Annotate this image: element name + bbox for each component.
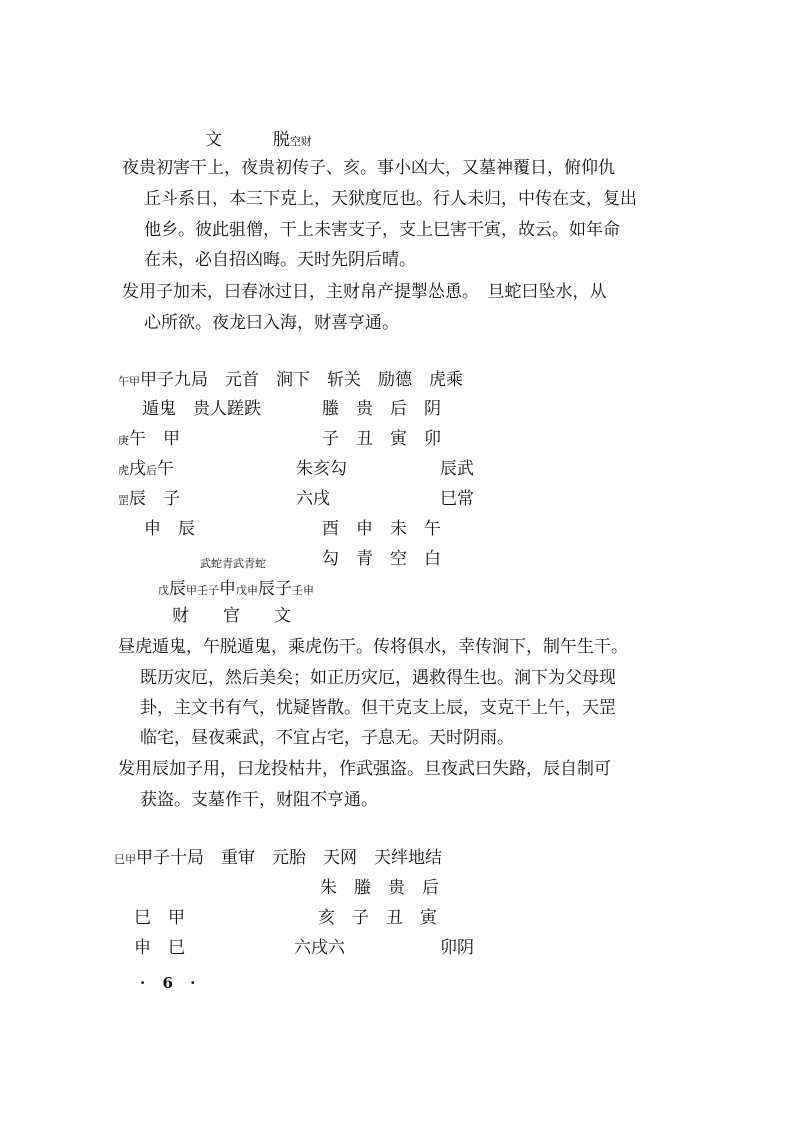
s1-para1-line3: 他乡。彼此驵僧，干上未害支子，支上巳害干寅，故云。如年命 <box>144 220 620 240</box>
s2-row3-main: 戌 <box>129 459 146 479</box>
s3-row2-right: 亥 子 丑 寅 <box>318 908 437 928</box>
s2-row5-left: 申 辰 <box>144 519 195 539</box>
s2-row7-p7: 壬申 <box>292 584 314 597</box>
header-tuo-sub: 空财 <box>289 135 312 148</box>
s2-title <box>118 370 463 392</box>
header-wen: 文 <box>205 130 222 150</box>
s2-row3-left <box>118 459 174 481</box>
s2-para1-line1: 昼虎遁鬼，午脱遁鬼，乘虎伤干。传将俱水，幸传涧下，制午生干。 <box>118 637 628 657</box>
section1-header <box>205 130 312 152</box>
s2-row7-p4: 戊申 <box>236 584 258 597</box>
s3-row3-mid: 六戌六 <box>294 938 345 958</box>
s2-row5-right: 酉 申 未 午 <box>322 519 441 539</box>
s2-row6-left: 武蛇青武青蛇 <box>200 557 266 570</box>
s3-row3-right: 卯阴 <box>440 938 474 958</box>
s2-para2-line1: 发用辰加子用，曰龙投枯井，作武强盗。旦夜武曰失路，辰自制可 <box>118 759 611 779</box>
s2-row1-left: 遁鬼 贵人蹉跌 <box>142 399 261 419</box>
s2-row3-tail: 午 <box>157 459 174 479</box>
s2-row7-p0: 戊 <box>158 584 169 597</box>
s2-row2-prefix: 庚 <box>118 434 129 447</box>
s2-row7-p5: 辰 <box>258 579 275 599</box>
s2-row7-p1: 辰 <box>169 579 186 599</box>
s3-title <box>114 848 442 870</box>
s2-row1-right: 螣 贵 后 阴 <box>322 399 441 419</box>
s1-para1-line1: 夜贵初害干上，夜贵初传子、亥。事小凶大，又墓神覆日，俯仰仇 <box>122 158 615 178</box>
s2-para1-line2: 既历灾厄，然后美矣；如正历灾厄，遇救得生也。涧下为父母现 <box>140 668 616 688</box>
s3-row2-left: 巳 甲 <box>134 908 185 928</box>
page-number: · 6 · <box>140 974 202 992</box>
s1-para1-line2: 丘斗系日，本三下克上，天狱度厄也。行人未归，中传在支，复出 <box>144 189 637 209</box>
s3-title-prefix: 巳甲 <box>114 853 136 866</box>
s2-row2-left <box>118 429 180 451</box>
s2-row7 <box>158 579 314 601</box>
s2-row4-left <box>118 489 180 511</box>
s2-row3-mid: 朱亥勾 <box>296 459 347 479</box>
s2-row3-prefix: 虎 <box>118 464 129 477</box>
s1-para1-line4: 在未，必自招凶晦。天时先阴后晴。 <box>144 250 416 270</box>
s2-row4-prefix: 罡 <box>118 494 129 507</box>
s2-para1-line3: 卦，主文书有气，忧疑皆散。但干克支上辰，支克干上午，天罡 <box>140 698 616 718</box>
s3-row3-left: 申 巳 <box>134 938 185 958</box>
s2-row2-left-text: 午 甲 <box>129 429 180 449</box>
s2-para1-line4: 临宅，昼夜乘武，不宜占宅，子息无。天时阴雨。 <box>140 728 514 748</box>
s2-row3-sub: 后 <box>146 464 157 477</box>
s2-title-text: 甲子九局 元首 涧下 斩关 励德 虎乘 <box>140 370 463 390</box>
s2-row4-left-text: 辰 子 <box>129 489 180 509</box>
s2-row8: 财 官 文 <box>172 606 291 626</box>
s3-title-text: 甲子十局 重审 元胎 天网 天绊地结 <box>136 848 442 868</box>
header-tuo: 脱 <box>272 130 290 150</box>
s3-row1: 朱 螣 贵 后 <box>320 878 439 898</box>
s2-row7-p3: 申 <box>219 579 236 599</box>
s2-row4-right: 巳常 <box>440 489 474 509</box>
s2-title-prefix: 午甲 <box>118 375 140 388</box>
s1-para2-line2: 心所欲。夜龙曰入海，财喜亨通。 <box>144 313 399 333</box>
s2-para2-line2: 获盗。支墓作干，财阻不亨通。 <box>140 790 378 810</box>
s2-row3-right: 辰武 <box>440 459 474 479</box>
s2-row4-mid: 六戌 <box>296 489 330 509</box>
s1-para2-line1: 发用子加未，曰春冰过日，主财帛产提掣怂恿。 旦蛇曰坠水，从 <box>122 282 607 302</box>
s2-row7-p2: 甲壬子 <box>186 584 219 597</box>
s2-row6-right: 勾 青 空 白 <box>322 549 441 569</box>
s2-row2-right: 子 丑 寅 卯 <box>322 429 441 449</box>
s2-row7-p6: 子 <box>275 579 292 599</box>
